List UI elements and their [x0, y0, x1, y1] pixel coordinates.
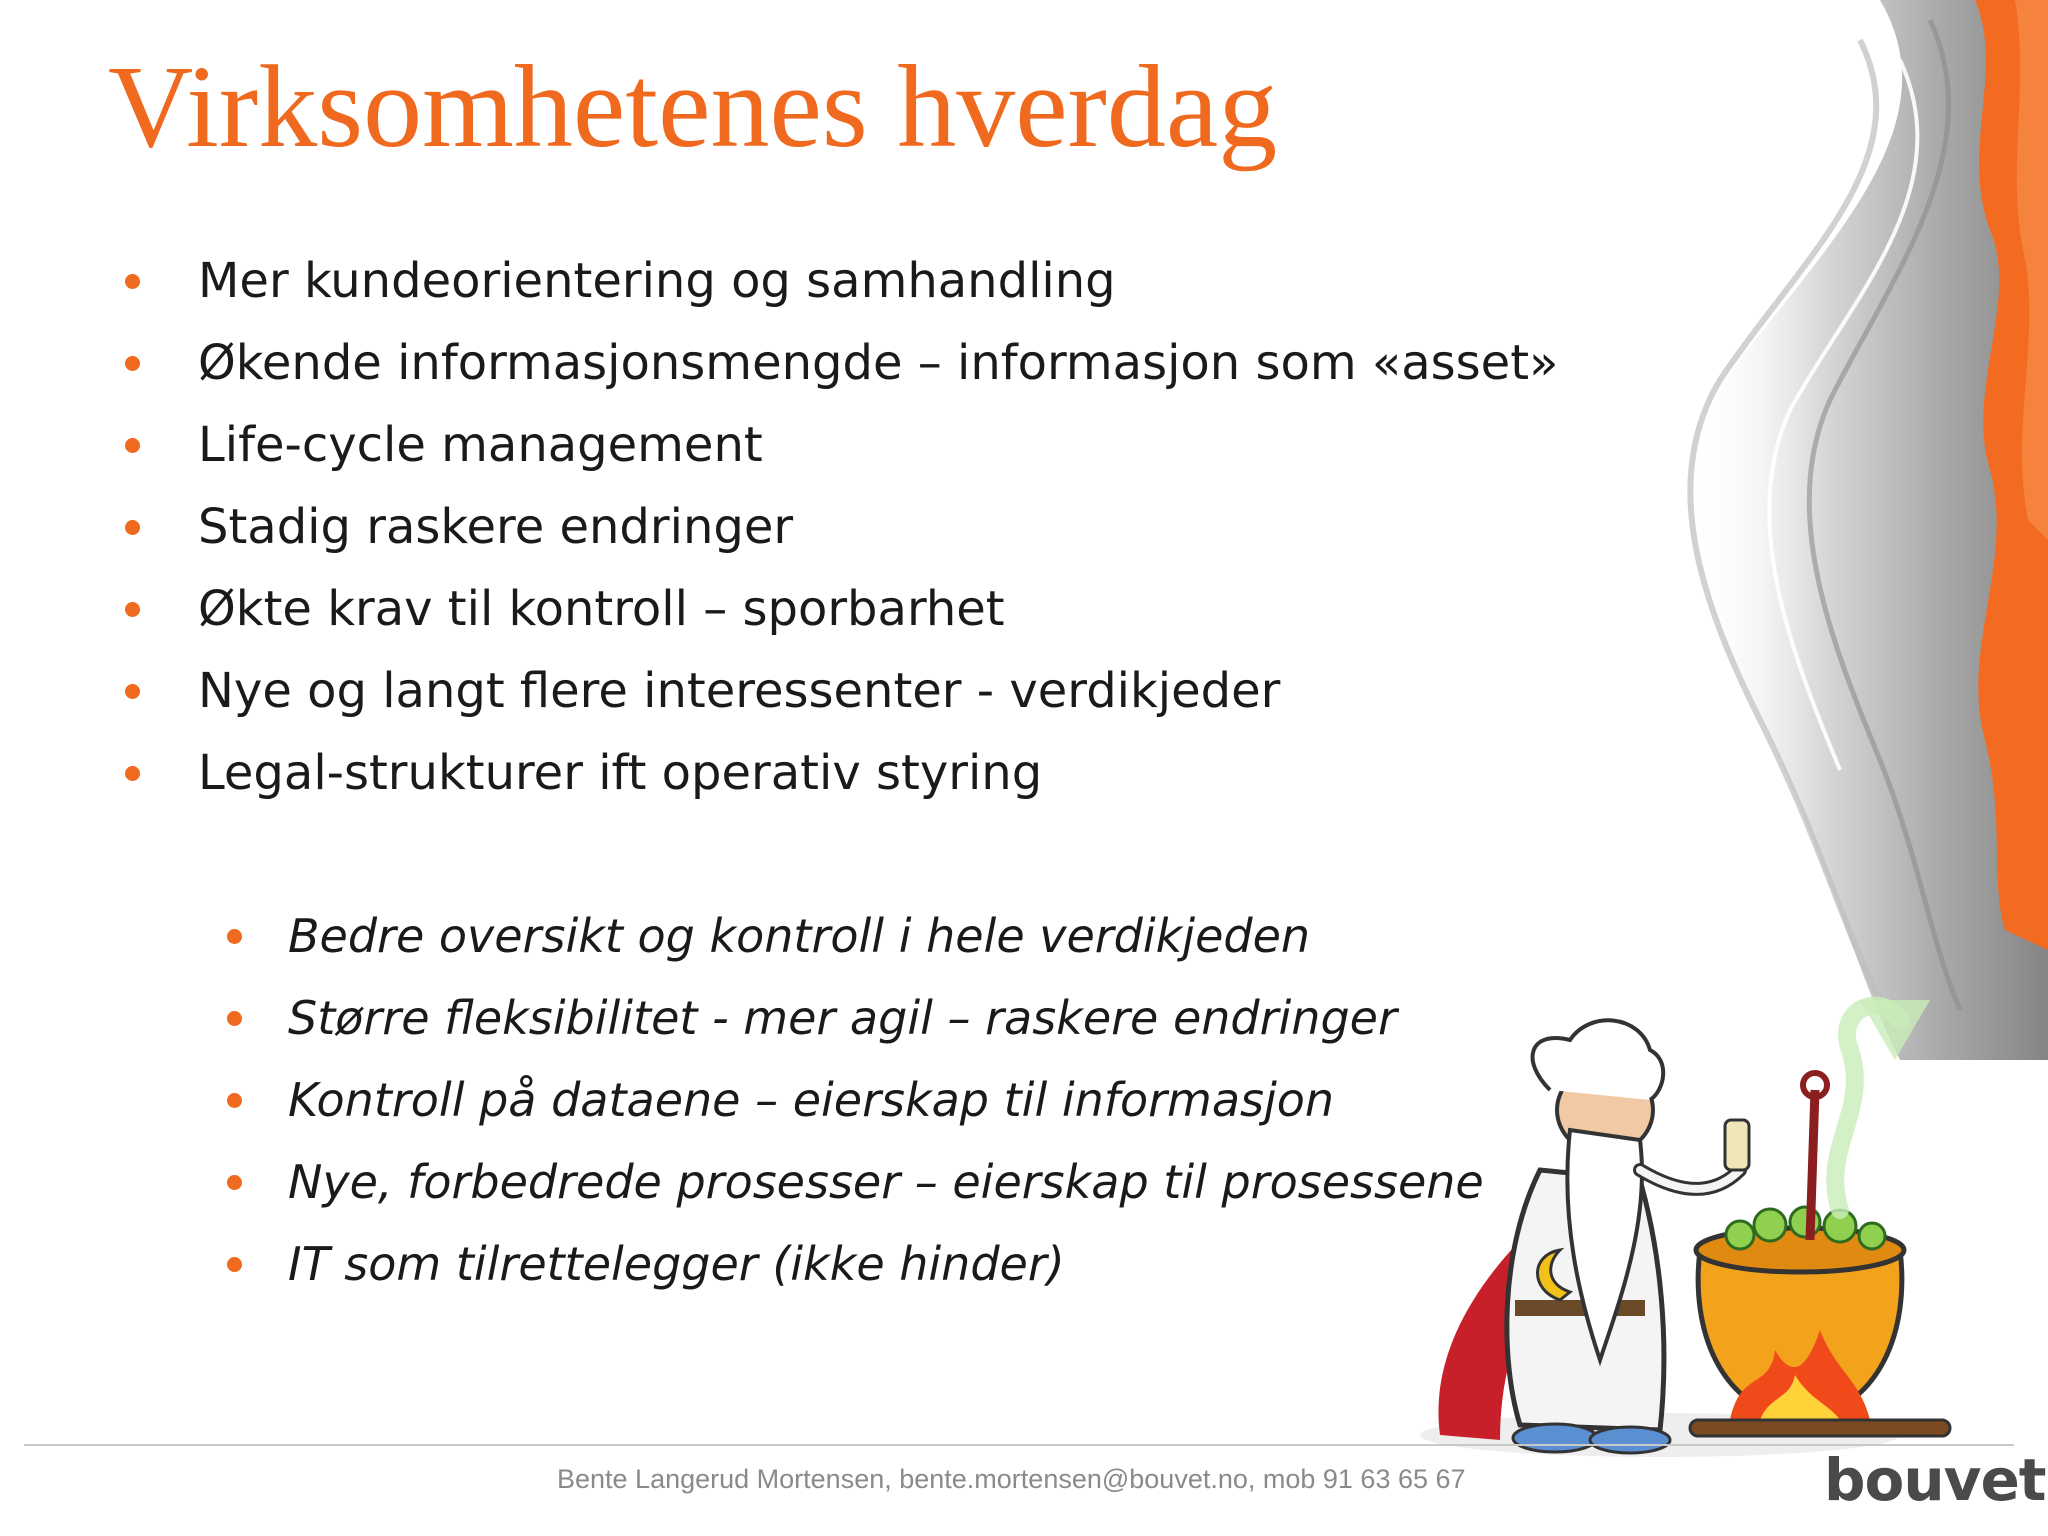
bullet-dot-icon [125, 520, 140, 535]
sub-bullet-item [225, 1150, 1484, 1232]
sub-bullet-item [225, 986, 1484, 1068]
sub-bullet-item [225, 1068, 1484, 1150]
blue-shoe-left [1513, 1424, 1597, 1452]
green-funnel-steam [1860, 1000, 1930, 1060]
stirring-stick [1810, 1090, 1815, 1240]
bullet-dot-icon [227, 929, 242, 944]
main-bullet-text: Økende informasjonsmengde – informasjon som «asset» [198, 335, 1559, 391]
blue-shoe-right [1590, 1427, 1670, 1453]
bullet-dot-icon [125, 356, 140, 371]
main-bullet-list [121, 248, 1558, 822]
main-bullet-item [121, 248, 1558, 330]
sub-bullet-text: Nye, forbedrede prosesser – eierskap til prosessene [288, 1155, 1484, 1209]
bullet-dot-icon [227, 1011, 242, 1026]
main-bullet-text: Nye og langt flere interessenter - verdikjeder [198, 663, 1281, 719]
sub-bullet-text: Bedre oversikt og kontroll i hele verdikjeden [288, 909, 1311, 963]
main-bullet-item [121, 494, 1558, 576]
bubble [1754, 1209, 1786, 1241]
bullet-dot-icon [125, 602, 140, 617]
bullet-dot-icon [125, 684, 140, 699]
footer-divider [24, 1444, 2014, 1446]
sub-bullet-text: Kontroll på dataene – eierskap til informasjon [288, 1073, 1335, 1127]
main-bullet-text: Life-cycle management [198, 417, 763, 473]
sub-bullet-list [225, 904, 1484, 1314]
bubble [1726, 1221, 1754, 1249]
bullet-dot-icon [125, 274, 140, 289]
main-bullet-item [121, 330, 1558, 412]
bullet-dot-icon [227, 1257, 242, 1272]
bouvet-logo: bouvet [1824, 1446, 2046, 1514]
sub-bullet-item [225, 904, 1484, 986]
main-bullet-text: Mer kundeorientering og samhandling [198, 253, 1116, 309]
sub-bullet-text: IT som tilrettelegger (ikke hinder) [288, 1237, 1065, 1291]
sub-bullet-text: Større fleksibilitet - mer agil – raskere endringer [288, 991, 1397, 1045]
main-bullet-item [121, 412, 1558, 494]
log [1690, 1420, 1950, 1436]
bullet-dot-icon [227, 1093, 242, 1108]
main-bullet-text: Legal-strukturer ift operativ styring [198, 745, 1043, 801]
bullet-dot-icon [227, 1175, 242, 1190]
slide-title: Virksomhetenes hverdag [108, 41, 1278, 172]
sub-bullet-item [225, 1232, 1484, 1314]
potion-vial [1725, 1120, 1749, 1170]
main-bullet-text: Stadig raskere endringer [198, 499, 794, 555]
main-bullet-item [121, 740, 1558, 822]
white-hair [1533, 1020, 1664, 1100]
bullet-dot-icon [125, 766, 140, 781]
bullet-dot-icon [125, 438, 140, 453]
main-bullet-text: Økte krav til kontroll – sporbarhet [198, 581, 1005, 637]
main-bullet-item [121, 576, 1558, 658]
belt [1515, 1300, 1645, 1316]
bubble [1790, 1207, 1820, 1237]
footer-contact: Bente Langerud Mortensen, bente.mortensen@bouvet.no, mob 91 63 65 67 [557, 1464, 1466, 1494]
main-bullet-item [121, 658, 1558, 740]
bubble [1859, 1223, 1885, 1249]
